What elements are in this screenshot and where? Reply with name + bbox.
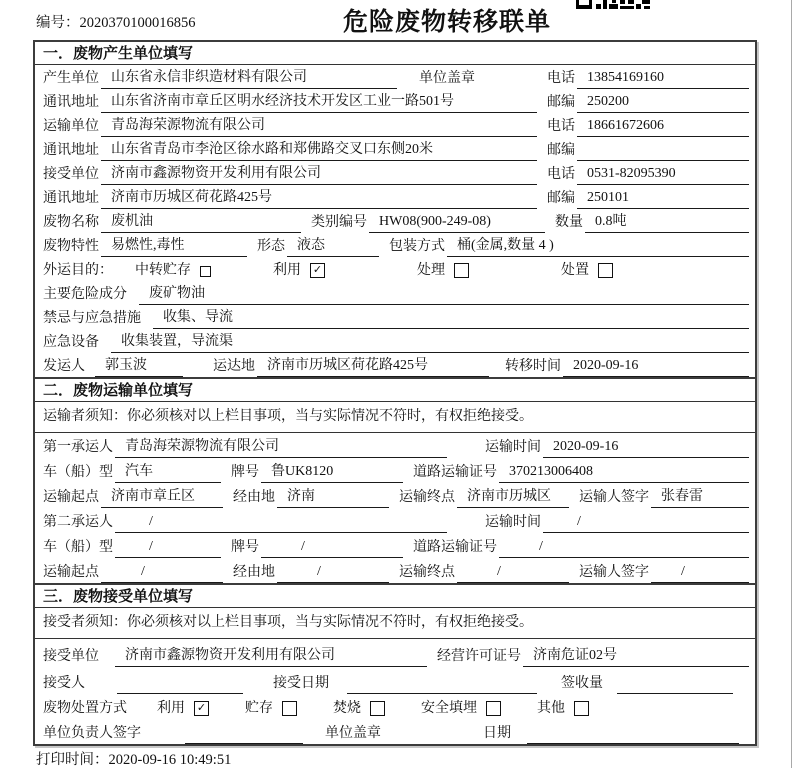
page-right-edge <box>791 0 792 768</box>
received-quantity-value <box>617 691 733 694</box>
vehicle-type-2-label: 车（船）型 <box>43 540 113 555</box>
vehicle-type-2-value: / <box>115 539 221 558</box>
row-producer-unit <box>35 65 755 89</box>
row-receiver-unit <box>35 639 755 667</box>
producer-zip-value: 250200 <box>577 94 749 113</box>
emergency-equipment-label: 应急设备 <box>43 335 99 350</box>
form-serial-label: 编号： <box>36 15 80 31</box>
row-receive-unit <box>35 161 755 185</box>
row-second-carrier <box>35 508 755 533</box>
emergency-equipment-value: 收集装置，导流渠 <box>111 330 749 353</box>
transport-time-2-value: / <box>543 514 749 533</box>
vehicle-type-1-value: 汽车 <box>115 460 221 483</box>
waste-traits-label: 废物特性 <box>43 239 99 254</box>
purpose-storage-checkbox <box>200 266 211 277</box>
form-serial-value: 2020370100016856 <box>79 15 196 31</box>
via-1-label: 经由地 <box>233 490 275 505</box>
row-accept <box>35 667 755 694</box>
disposal-utilize-label: 利用 <box>157 701 185 716</box>
row-receive-address <box>35 185 755 209</box>
receiver-person-value <box>117 691 243 694</box>
waste-name-value: 废机油 <box>101 210 301 233</box>
via-1-value: 济南 <box>277 485 389 508</box>
vehicle-type-1-label: 车（船）型 <box>43 465 113 480</box>
consignor-value: 郭玉波 <box>95 354 183 377</box>
origin-2-label: 运输起点 <box>43 565 99 580</box>
qr-code-fragment-icon <box>576 0 650 9</box>
transfer-date-value: 2020-09-16 <box>563 358 749 377</box>
purpose-storage-label: 中转贮存 <box>135 263 191 278</box>
second-carrier-value: / <box>115 514 447 533</box>
row-transport-unit <box>35 113 755 137</box>
transport-address-value: 山东省青岛市李沧区徐水路和郑佛路交叉口东侧20米 <box>101 138 537 161</box>
road-permit-2-label: 道路运输证号 <box>413 540 497 555</box>
receive-date-label: 接受日期 <box>273 676 329 691</box>
emergency-measures-value: 收集、导流 <box>153 306 749 329</box>
disposal-store-checkbox <box>282 701 297 716</box>
waste-packaging-label: 包装方式 <box>389 239 445 254</box>
transport-unit-label: 运输单位 <box>43 119 99 134</box>
row-first-carrier <box>35 433 755 458</box>
transport-time-1-label: 运输时间 <box>485 440 541 455</box>
section-transporter <box>35 377 755 583</box>
waste-form-value: 液态 <box>287 234 379 257</box>
origin-1-value: 济南市章丘区 <box>101 485 223 508</box>
hazard-components-label: 主要危险成分 <box>43 287 127 302</box>
transport-zip-label: 邮编 <box>547 143 575 158</box>
row-emergency-measures <box>35 305 755 329</box>
sign-date-value <box>527 741 739 744</box>
receive-zip-label: 邮编 <box>547 191 575 206</box>
hazard-components-value: 废矿物油 <box>139 282 749 305</box>
carrier-sign-2-label: 运输人签字 <box>579 565 649 580</box>
receiver-unit-value: 济南市鑫源物资开发利用有限公司 <box>115 644 427 667</box>
row-responsible-sign <box>35 719 755 744</box>
producer-unit-value: 山东省永信非织造材料有限公司 <box>101 66 397 89</box>
receive-date-value <box>347 691 537 694</box>
transport-address-label: 通讯地址 <box>43 143 99 158</box>
origin-1-label: 运输起点 <box>43 490 99 505</box>
receive-unit-label: 接受单位 <box>43 167 99 182</box>
via-2-label: 经由地 <box>233 565 275 580</box>
waste-quantity-label: 数量 <box>555 215 583 230</box>
row-transfer-purpose <box>35 257 755 281</box>
emergency-measures-label: 禁忌与应急措施 <box>43 311 141 326</box>
disposal-landfill-checkbox <box>486 701 501 716</box>
disposal-utilize-checkbox: ✓ <box>194 701 209 716</box>
via-2-value: / <box>277 564 389 583</box>
terminus-2-label: 运输终点 <box>399 565 455 580</box>
purpose-treat-label: 处理 <box>417 263 445 278</box>
row-dispatch <box>35 353 755 377</box>
row-route-1 <box>35 483 755 508</box>
page-title: 危险废物转移联单 <box>342 8 552 36</box>
row-vehicle-2 <box>35 533 755 558</box>
plate-number-2-value: / <box>261 539 403 558</box>
disposal-incinerate-label: 焚烧 <box>333 701 361 716</box>
purpose-utilize-checkbox: ✓ <box>310 263 325 278</box>
terminus-2-value: / <box>457 564 569 583</box>
sign-date-label: 日期 <box>483 726 511 741</box>
road-permit-2-value: / <box>499 539 749 558</box>
row-disposal-method <box>35 694 755 719</box>
first-carrier-label: 第一承运人 <box>43 440 113 455</box>
transport-unit-value: 青岛海荣源物流有限公司 <box>101 114 537 137</box>
producer-unit-label: 产生单位 <box>43 71 99 86</box>
receiver-unit-label: 接受单位 <box>43 649 99 664</box>
plate-number-2-label: 牌号 <box>231 540 259 555</box>
purpose-dispose-label: 处置 <box>561 263 589 278</box>
transfer-date-label: 转移时间 <box>505 359 561 374</box>
destination-label: 运达地 <box>213 359 255 374</box>
carrier-sign-1-label: 运输人签字 <box>579 490 649 505</box>
row-route-2 <box>35 558 755 583</box>
row-emergency-equipment <box>35 329 755 353</box>
receive-unit-value: 济南市鑫源物资开发利用有限公司 <box>101 162 537 185</box>
disposal-incinerate-checkbox <box>370 701 385 716</box>
producer-zip-label: 邮编 <box>547 95 575 110</box>
transporter-notice: 运输者须知：你必须核对以上栏目事项，当与实际情况不符时，有权拒绝接受。 <box>35 402 755 433</box>
transport-time-1-value: 2020-09-16 <box>543 439 749 458</box>
section-producer <box>35 42 755 377</box>
responsible-sign-value <box>185 741 303 744</box>
plate-number-1-label: 牌号 <box>231 465 259 480</box>
license-number-label: 经营许可证号 <box>437 649 521 664</box>
row-producer-address <box>35 89 755 113</box>
transport-phone-value: 18661672606 <box>577 118 749 137</box>
received-quantity-label: 签收量 <box>561 676 603 691</box>
purpose-treat-checkbox <box>454 263 469 278</box>
print-time: 打印时间：2020-09-16 10:49:51 <box>36 752 232 768</box>
section-receiver-title: 三．废物接受单位填写 <box>35 585 755 608</box>
row-waste-traits <box>35 233 755 257</box>
receive-address-label: 通讯地址 <box>43 191 99 206</box>
responsible-sign-label: 单位负责人签字 <box>43 726 141 741</box>
consignor-label: 发运人 <box>43 359 85 374</box>
disposal-other-label: 其他 <box>537 701 565 716</box>
disposal-method-label: 废物处置方式 <box>43 701 127 716</box>
carrier-sign-2-value: / <box>651 564 749 583</box>
license-number-value: 济南危证02号 <box>523 644 749 667</box>
section-receiver <box>35 583 755 744</box>
plate-number-1-value: 鲁UK8120 <box>261 460 403 483</box>
receive-phone-label: 电话 <box>547 167 575 182</box>
receiver-person-label: 接受人 <box>43 676 85 691</box>
transport-zip-value <box>577 158 749 161</box>
carrier-sign-1-value: 张春雷 <box>651 485 749 508</box>
purpose-utilize-label: 利用 <box>273 263 301 278</box>
transfer-form-table <box>33 40 757 746</box>
receive-phone-value: 0531-82095390 <box>577 166 749 185</box>
producer-address-label: 通讯地址 <box>43 95 99 110</box>
producer-phone-label: 电话 <box>547 71 575 86</box>
producer-phone-value: 13854169160 <box>577 70 749 89</box>
transfer-purpose-label: 外运目的： <box>43 263 113 278</box>
row-vehicle-1 <box>35 458 755 483</box>
form-serial <box>36 11 196 32</box>
row-hazard-components <box>35 281 755 305</box>
disposal-other-checkbox <box>574 701 589 716</box>
first-carrier-value: 青岛海荣源物流有限公司 <box>115 435 447 458</box>
disposal-landfill-label: 安全填埋 <box>421 701 477 716</box>
section-producer-title: 一．废物产生单位填写 <box>35 42 755 65</box>
row-transport-address <box>35 137 755 161</box>
receive-zip-value: 250101 <box>577 190 749 209</box>
receive-address-value: 济南市历城区荷花路425号 <box>101 186 537 209</box>
terminus-1-value: 济南市历城区 <box>457 485 569 508</box>
road-permit-1-value: 370213006408 <box>499 464 749 483</box>
waste-packaging-value: 桶(金属,数量 4 ) <box>447 234 749 257</box>
waste-name-label: 废物名称 <box>43 215 99 230</box>
receiver-notice: 接受者须知：你必须核对以上栏目事项，当与实际情况不符时，有权拒绝接受。 <box>35 608 755 639</box>
waste-form-label: 形态 <box>257 239 285 254</box>
producer-address-value: 山东省济南市章丘区明水经济技术开发区工业一路501号 <box>101 90 537 113</box>
disposal-store-label: 贮存 <box>245 701 273 716</box>
waste-category-value: HW08(900-249-08) <box>369 214 545 233</box>
unit-seal-2-label: 单位盖章 <box>325 726 381 741</box>
waste-quantity-value: 0.8吨 <box>585 210 749 233</box>
waste-traits-value: 易燃性,毒性 <box>101 234 247 257</box>
unit-seal-label: 单位盖章 <box>419 71 475 86</box>
row-waste-name <box>35 209 755 233</box>
road-permit-1-label: 道路运输证号 <box>413 465 497 480</box>
terminus-1-label: 运输终点 <box>399 490 455 505</box>
second-carrier-label: 第二承运人 <box>43 515 113 530</box>
transport-time-2-label: 运输时间 <box>485 515 541 530</box>
transport-phone-label: 电话 <box>547 119 575 134</box>
section-transporter-title: 二．废物运输单位填写 <box>35 379 755 402</box>
waste-category-label: 类别编号 <box>311 215 367 230</box>
purpose-dispose-checkbox <box>598 263 613 278</box>
destination-value: 济南市历城区荷花路425号 <box>257 354 489 377</box>
origin-2-value: / <box>101 564 223 583</box>
